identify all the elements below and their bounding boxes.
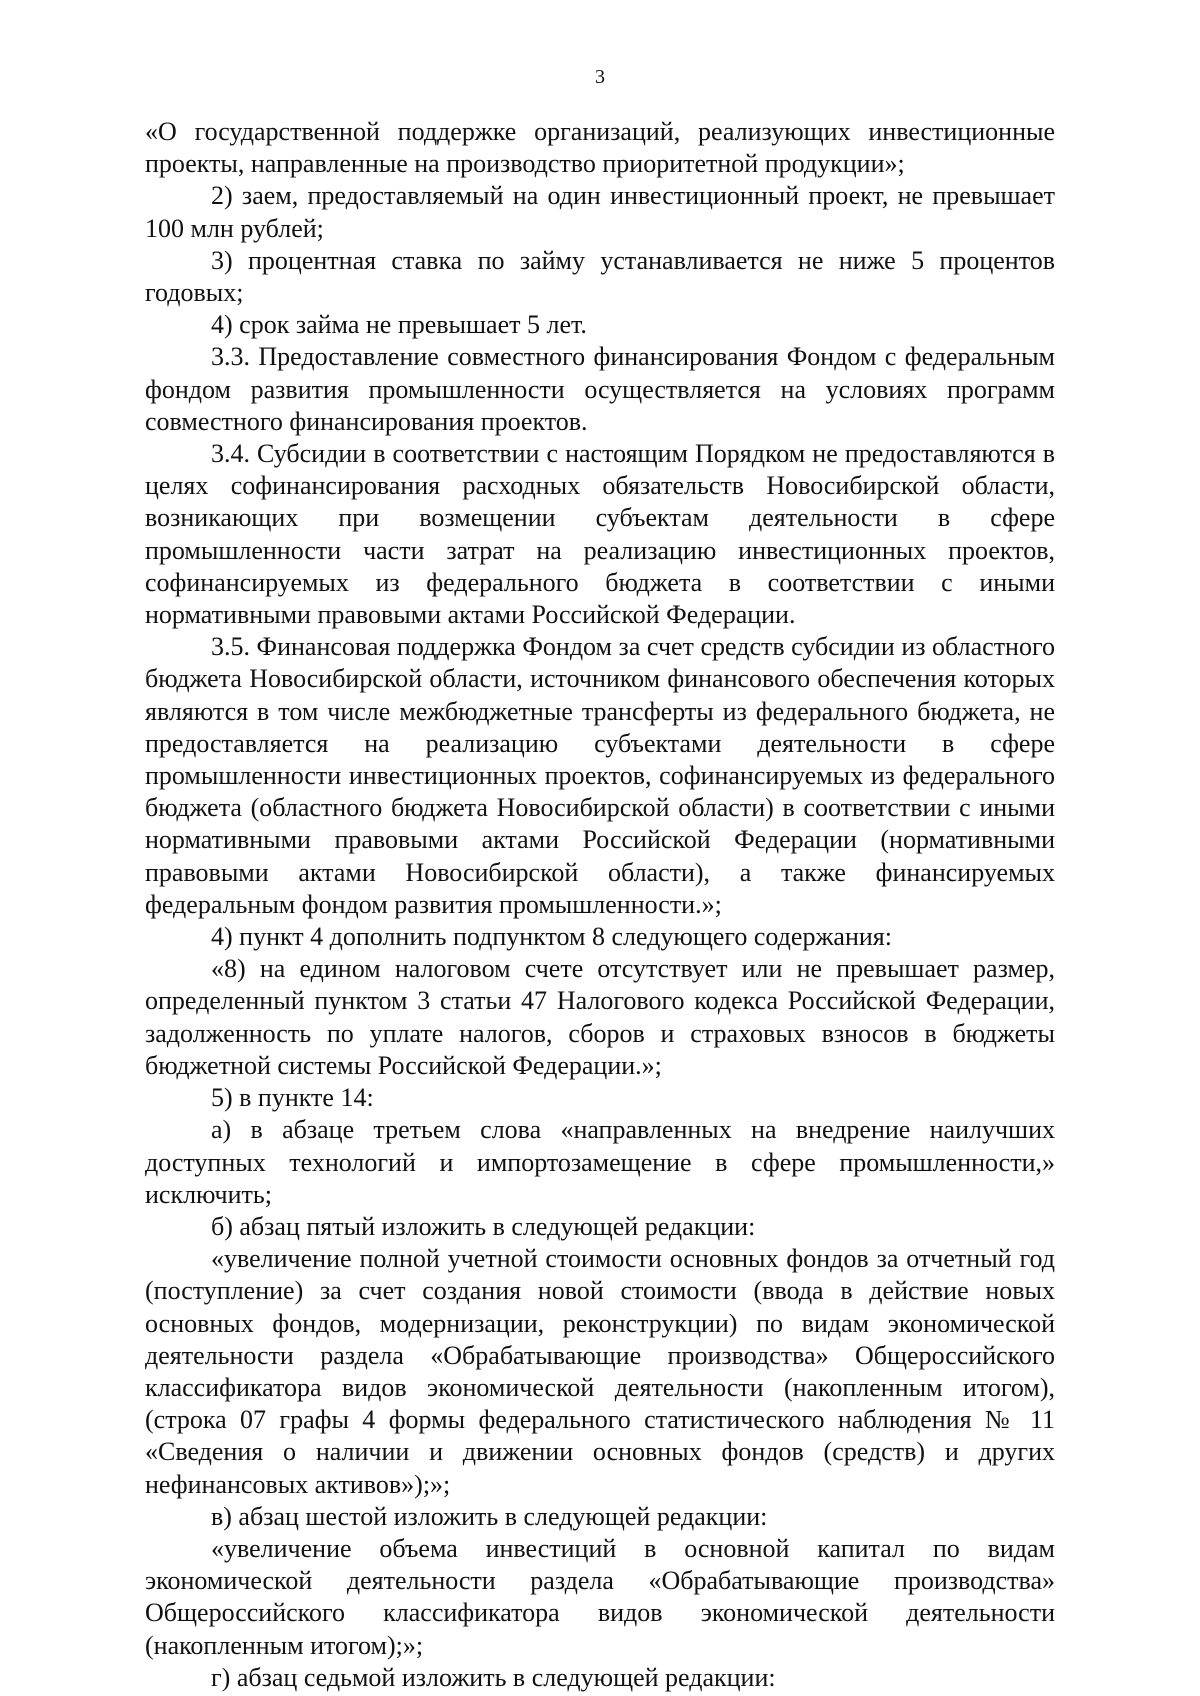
paragraph: 3) процентная ставка по займу устанавливается не ниже 5 процентов годовых;: [145, 245, 1055, 308]
paragraph: 4) срок займа не превышает 5 лет.: [211, 310, 587, 340]
paragraph: б) абзац пятый изложить в следующей редакции:: [211, 1211, 756, 1241]
paragraph: 3.4. Субсидии в соответствии с настоящим Порядком не предоставляются в целях софинансирования расходных обязательств Новосибирской области, возникающих при возмещении субъектам деятельности в сфере промышленности части затрат на реализацию инвестиционных проектов, софинансируемых из федерального бюджета в соответствии с иными нормативными правовыми актами Российской Федерации.: [145, 439, 1055, 630]
paragraph: в) абзац шестой изложить в следующей редакции:: [211, 1501, 768, 1531]
document-body: [145, 116, 1055, 1694]
paragraph: г) абзац седьмой изложить в следующей редакции:: [211, 1662, 776, 1692]
paragraph: «увеличение объема инвестиций в основной капитал по видам экономической деятельности раздела «Обрабатывающие производства» Общероссийского классификатора видов экономической деятельности (накопленным итогом);»;: [145, 1533, 1055, 1660]
page-number: 3: [595, 66, 605, 88]
paragraph: «8) на едином налоговом счете отсутствует или не превышает размер, определенный пунктом 3 статьи 47 Налогового кодекса Российской Федерации, задолженность по уплате налогов, сборов и страховых взносов в бюджеты бюджетной системы Российской Федерации.»;: [145, 954, 1055, 1080]
paragraph: 4) пункт 4 дополнить подпунктом 8 следующего содержания:: [211, 922, 892, 952]
paragraph: «увеличение полной учетной стоимости основных фондов за отчетный год (поступление) за счет создания новой стоимости (ввода в действие новых основных фондов, модернизации, реконструкции) по видам экономической деятельности раздела «Обрабатывающие производства» Общероссийского классификатора видов экономической деятельности (накопленным итогом), (строка 07 графы 4 формы федерального статистического наблюдения № 11 «Сведения о наличии и движении основных фондов (средств) и других нефинансовых активов»);»;: [145, 1244, 1055, 1499]
paragraph: 2) заем, предоставляемый на один инвестиционный проект, не превышает 100 млн рублей;: [145, 181, 1055, 243]
paragraph: 5) в пункте 14:: [211, 1083, 374, 1113]
paragraph: 3.5. Финансовая поддержка Фондом за счет средств субсидии из областного бюджета Новосибирской области, источником финансового обеспечения которых являются в том числе межбюджетные трансферты из федерального бюджета, не предоставляется на реализацию субъектами деятельности в сфере промышленности инвестиционных проектов, софинансируемых из федерального бюджета (областного бюджета Новосибирской области) в соответствии с иными нормативными правовыми актами Российской Федерации (нормативными правовыми актами Новосибирской области), а также финансируемых федеральным фондом развития промышленности.»;: [145, 632, 1055, 919]
paragraph: 3.3. Предоставление совместного финансирования Фондом с федеральным фондом развития промышленности осуществляется на условиях программ совместного финансирования проектов.: [145, 342, 1055, 436]
paragraph: «О государственной поддержке организаций, реализующих инвестиционные проекты, направленные на производство приоритетной продукции»;: [145, 117, 1055, 179]
paragraph: а) в абзаце третьем слова «направленных на внедрение наилучших доступных технологий и импортозамещение в сфере промышленности,» исключить;: [145, 1115, 1055, 1209]
